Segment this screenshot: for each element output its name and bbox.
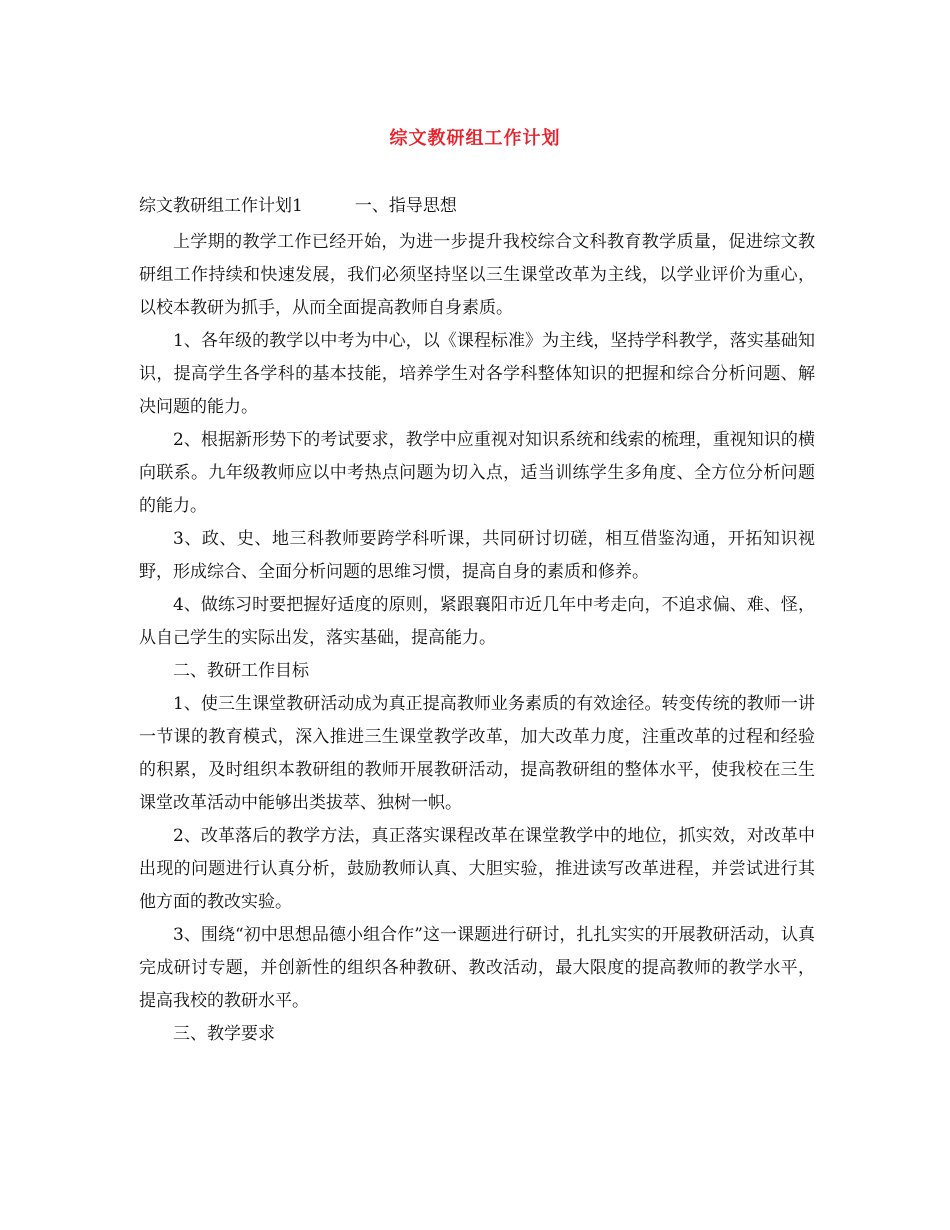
paragraph-goal-1: 1、使三生课堂教研活动成为真正提高教师业务素质的有效途径。转变传统的教师一讲一节课的教育模式，深入推进三生课堂教学改革，加大改革力度，注重改革的过程和经验的积累，及时组织本教研组的教师开展教研活动，提高教研组的整体水平，使我校在三生课堂改革活动中能够出类拔萃、独树一帜。 <box>139 694 815 813</box>
heading-guiding-thought: 一、指导思想 <box>354 196 457 216</box>
heading-teaching-requirements: 三、教学要求 <box>173 1024 275 1044</box>
paragraph-goal-2: 2、改革落后的教学方法，真正落实课程改革在课堂教学中的地位，抓实效，对改革中出现的问题进行认真分析，鼓励教师认真、大胆实验，推进读写改革进程，并尝试进行其他方面的教改实验。 <box>139 826 815 912</box>
first-line <box>139 192 815 221</box>
paragraph-item-4: 4、做练习时要把握好适度的原则，紧跟襄阳市近几年中考走向，不追求偏、难、怪，从自己学生的实际出发，落实基础，提高能力。 <box>139 595 815 648</box>
paragraph-goal-3: 3、围绕“初中思想品德小组合作”这一课题进行研讨，扎扎实实的开展教研活动，认真完成研讨专题，并创新性的组织各种教研、教改活动，最大限度的提高教师的教学水平，提高我校的教研水平。 <box>139 925 815 1011</box>
document-body <box>139 192 815 1051</box>
paragraph-intro: 上学期的教学工作已经开始，为进一步提升我校综合文科教育教学质量，促进综文教研组工作持续和快速发展，我们必须坚持坚以三生课堂改革为主线，以学业评价为重心，以校本教研为抓手，从而全面提高教师自身素质。 <box>139 232 815 318</box>
paragraph-item-1: 1、各年级的教学以中考为中心，以《课程标准》为主线，坚持学科教学，落实基础知识，提高学生各学科的基本技能，培养学生对各学科整体知识的把握和综合分析问题、解决问题的能力。 <box>139 331 815 417</box>
document-title: 综文教研组工作计划 <box>389 128 561 149</box>
section-prefix: 综文教研组工作计划1 <box>139 196 303 216</box>
paragraph-item-3: 3、政、史、地三科教师要跨学科听课，共同研讨切磋，相互借鉴沟通，开拓知识视野，形成综合、全面分析问题的思维习惯，提高自身的素质和修养。 <box>139 529 815 582</box>
paragraph-item-2: 2、根据新形势下的考试要求，教学中应重视对知识系统和线索的梳理，重视知识的横向联系。九年级教师应以中考热点问题为切入点，适当训练学生多角度、全方位分析问题的能力。 <box>139 430 815 516</box>
heading-research-goals: 二、教研工作目标 <box>173 661 309 681</box>
